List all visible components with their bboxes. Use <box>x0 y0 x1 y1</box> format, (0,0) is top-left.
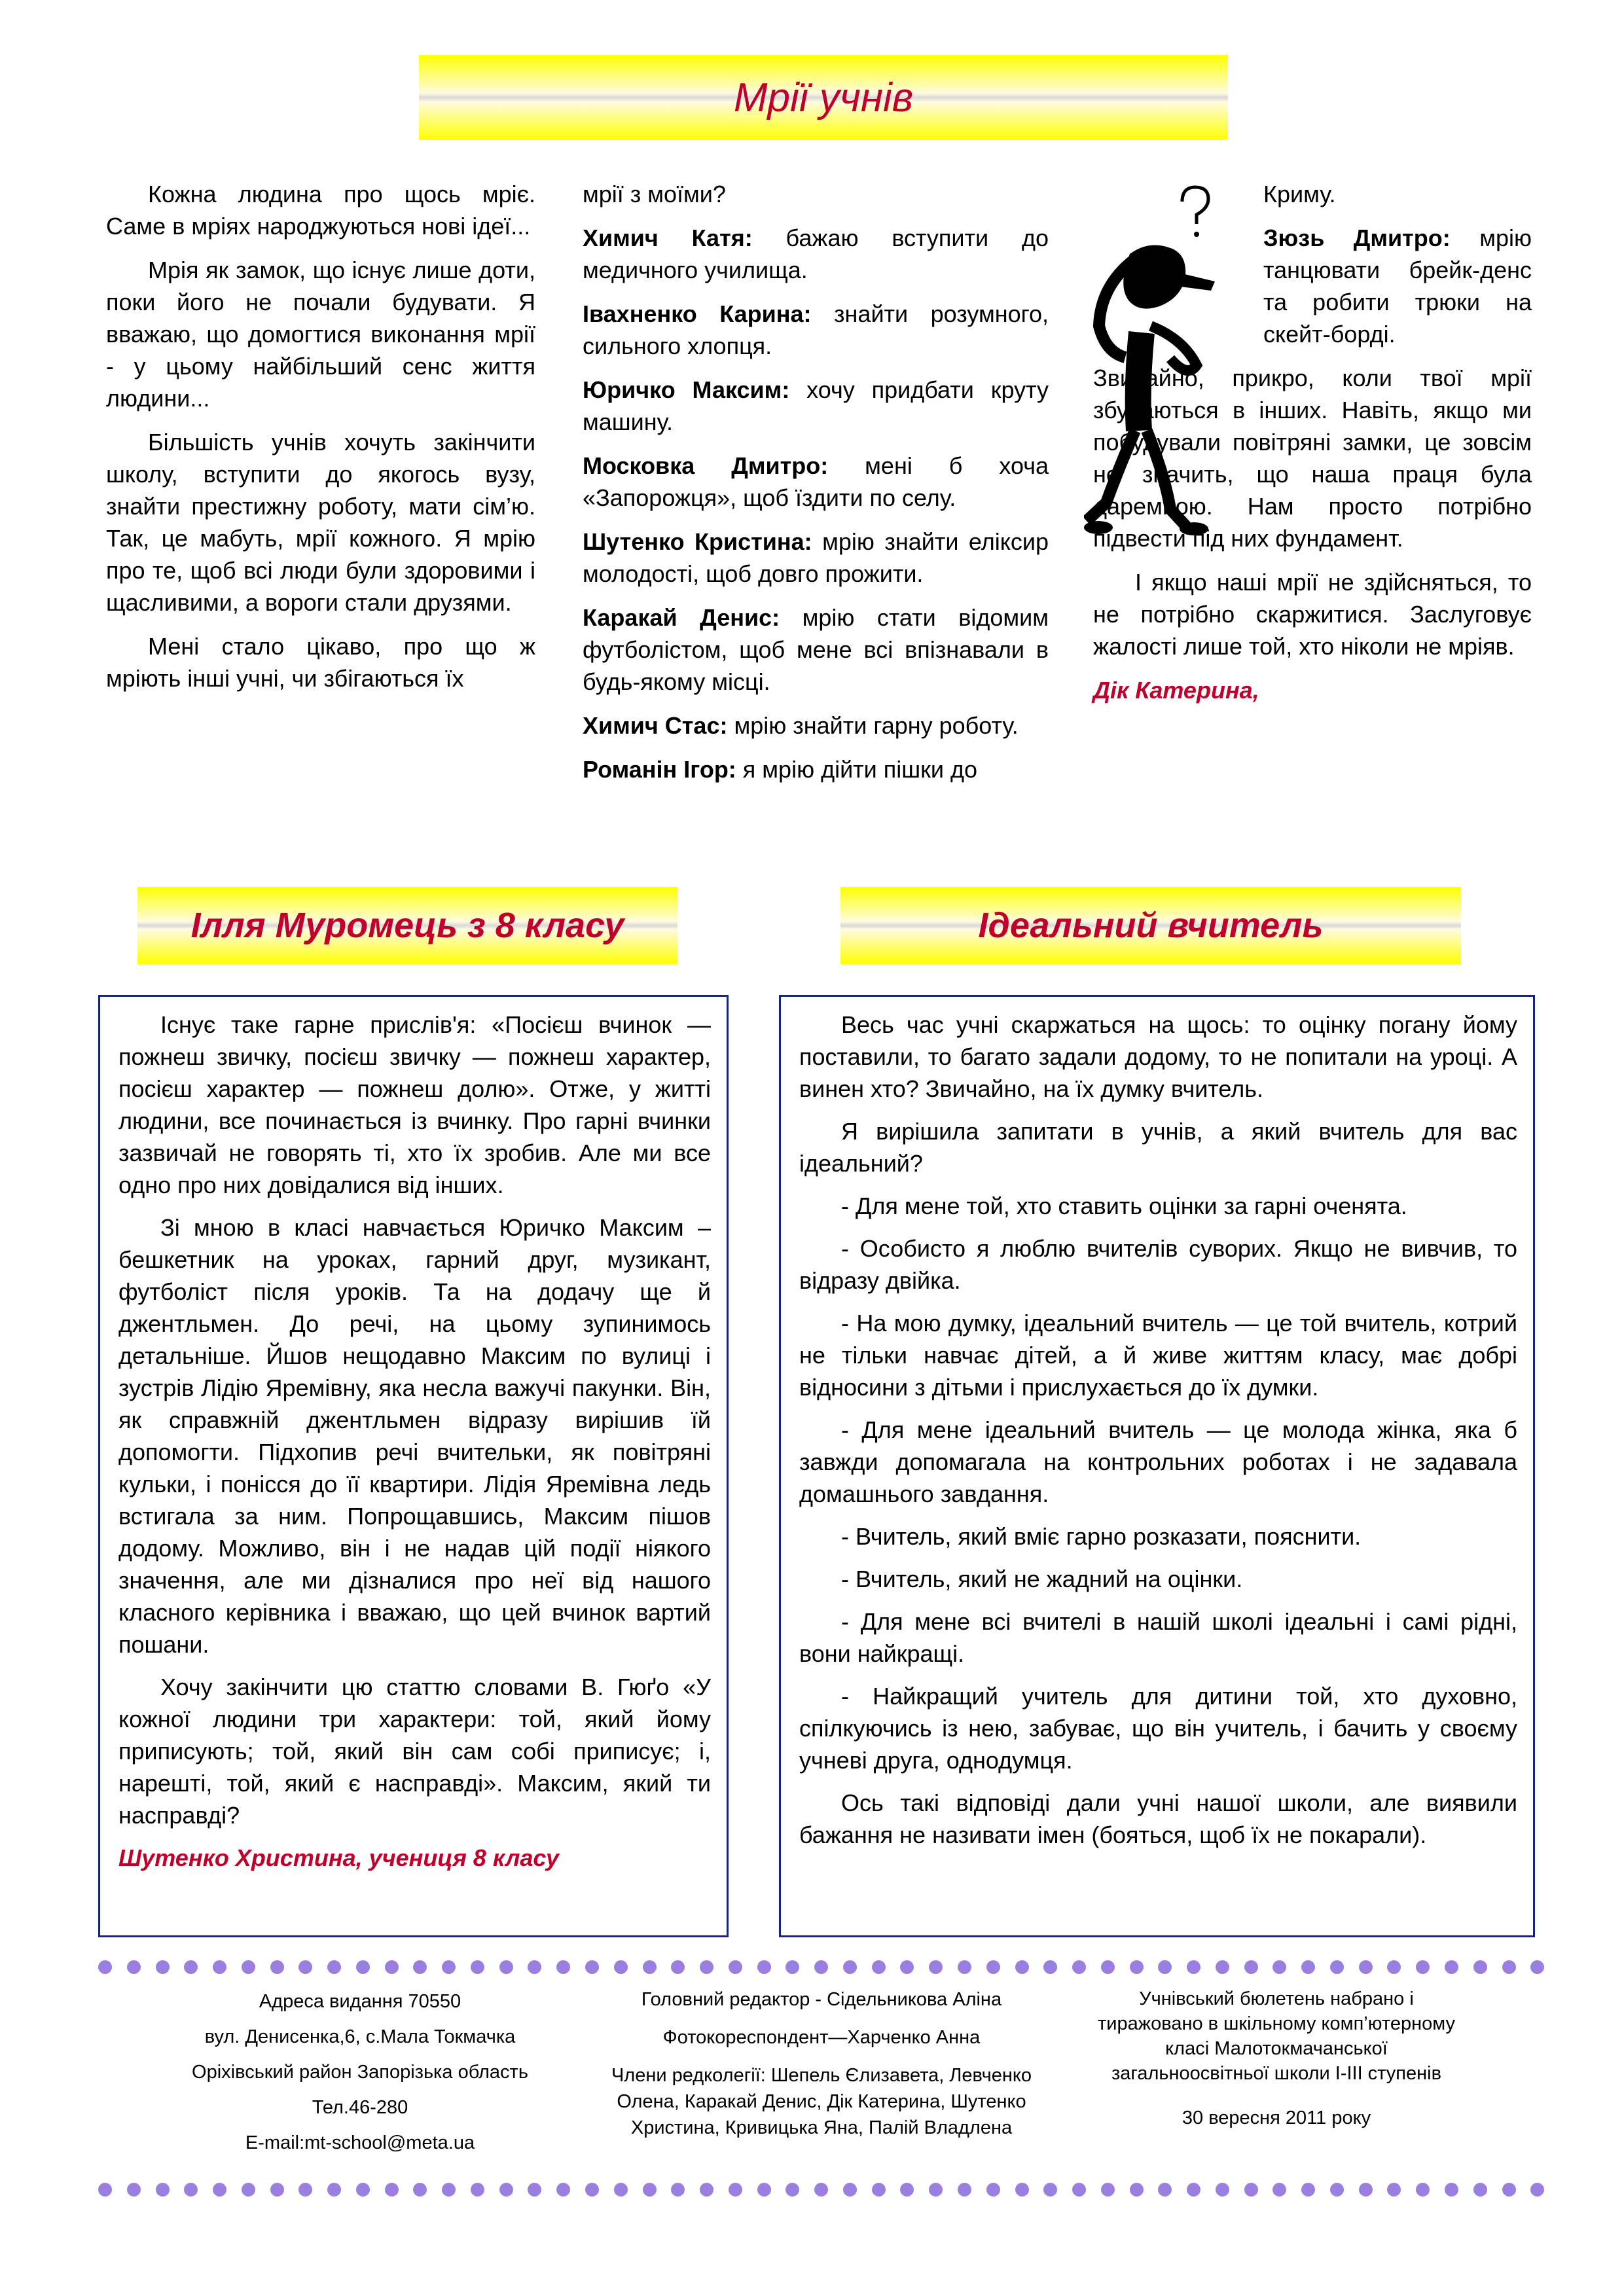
article-paragraph: Існує таке гарне прислів'я: «Посієш вчинок — пожнеш звичку, посієш звичку — пожнеш характер, посієш характер — пожнеш долю». Отже, у житті людини, все починається із вчинку. Про гарні вчинки зазвичай не говорять ті, хто їх зробив. Але ми все одно про них довідалися від інших. <box>118 1011 711 1198</box>
answer-text: мрію танцювати брейк-денс та робити трюки на скейт-борді. <box>1263 224 1532 348</box>
article-paragraph: Зі мною в класі навчається Юричко Максим – бешкетник на уроках, гарний друг, музикант, футболіст після уроків. Та на додачу ще й джентльмен. До речі, на цьому зупинимось детальніше. Йшов нещодавно Максим по вулиці і зустрів Лідію Яремівну, яка несла важучі пакунки. Він, як справжній джентльмен відразу вирішив їй допомогти. Підхопив речі вчительки, як повітряні кульки, і понісся до її квартири. Лідія Яремівна ледь встигала за ним. Попрощавшись, Максим пішов додому. Можливо, він і не надав цій події ніякого значення, але ми дізналися про неї від нашого класного керівника і вважаю, що цей вчинок вартий пошани. <box>118 1214 711 1658</box>
article-paragraph: Я вирішила запитати в учнів, а який вчитель для вас ідеальний? <box>799 1118 1517 1177</box>
section-title: Ілля Муромець з 8 класу <box>190 906 624 945</box>
signature: Дік Катерина, <box>1093 677 1259 704</box>
answer-item <box>583 374 1049 438</box>
student-name: Химич Катя: <box>583 224 753 251</box>
footer-line: Члени редколегії: Шепель Єлизавета, Левченко Олена, Каракай Денис, Дік Катерина, Шутенко Христина, Кривицька Яна, Палій Владлена <box>611 2065 1032 2138</box>
footer-line: вул. Денисенка,6, с.Мала Токмачка <box>204 2026 516 2047</box>
answer-text: я мрію дійти пішки до <box>736 756 978 783</box>
dreams-column-2 <box>583 178 1049 797</box>
section-title: Ідеальний вчитель <box>978 906 1324 945</box>
student-name: Московка Дмитро: <box>583 452 829 479</box>
answer-item <box>583 709 1049 742</box>
student-name: Івахненко Карина: <box>583 300 812 327</box>
article-paragraph: - Найкращий учитель для дитини той, хто духовно, спілкуючись із нею, забуває, що він учитель, і бачить у своєму учневі друга, однодумця. <box>799 1683 1517 1774</box>
student-name: Зюзь Дмитро: <box>1263 224 1451 251</box>
article-paragraph: - Особисто я люблю вчителів суворих. Якщо не вивчив, то відразу двійка. <box>799 1235 1517 1294</box>
footer-line: Тел.46-280 <box>312 2097 408 2118</box>
teacher-title-banner <box>840 887 1461 964</box>
dreams-paragraph: Мрія як замок, що існує лише доти, поки його не почали будувати. Я вважаю, що домогтися виконання мрії - у цьому найбільший сенс життя людини... <box>106 257 535 412</box>
answer-text: знайти розумного, сильного хлопця. <box>583 300 1049 359</box>
article-paragraph: - Для мене ідеальний вчитель — це молода жінка, яка б завжди допомагала на контрольних роботах і не задавала домашнього завдання. <box>799 1416 1517 1507</box>
article-paragraph: Ось такі відповіді дали учні нашої школи, але виявили бажання не називати імен (бояться, щоб їх не покарали). <box>799 1789 1517 1848</box>
footer-line: Учнівський бюлетень набрано і тиражовано в шкільному комп’ютерному класі Малотокмачанської загальноосвітньої школи І-ІІІ ступенів <box>1098 1988 1455 2084</box>
answer-item <box>1263 222 1532 350</box>
answer-text: мрію знайти гарну роботу. <box>727 712 1019 739</box>
dreams-column-1 <box>106 178 535 706</box>
student-name: Юричко Максим: <box>583 376 790 403</box>
decorative-dots-bottom <box>98 2183 1545 2198</box>
article-paragraph: - На мою думку, ідеальний вчитель — це той вчитель, котрий не тільки навчає дітей, а й живе життям класу, має добрі відносини з дітьми і прислухається до їх думки. <box>799 1310 1517 1401</box>
footer-editors <box>592 1986 1051 2141</box>
dreams-paragraph: Більшість учнів хочуть закінчити школу, вступити до якогось вузу, знайти престижну роботу, мати сім’ю. Так, це мабуть, мрії кожного. Я мрію про те, щоб всі люди були здоровими і щасливими, а вороги стали друзями. <box>106 429 535 616</box>
answer-item <box>583 526 1049 590</box>
article-paragraph: - Для мене той, хто ставить оцінки за гарні оченята. <box>841 1193 1407 1219</box>
dreams-paragraph: І якщо наші мрії не здійсняться, то не потрібно скаржитися. Заслуговує жалості лише той, хто ніколи не мріяв. <box>1093 569 1532 660</box>
answer-text: мрію знайти еліксир молодості, щоб довго прожити. <box>583 528 1049 587</box>
footer-line: Головний редактор - Сідельникова Аліна <box>641 1989 1002 2010</box>
article-paragraph: Хочу закінчити цю статтю словами В. Гюґо «У кожної людини три характери: той, який йому приписують; той, який він сам собі приписує; і, нарешті, той, який є насправді». Максим, який ти насправді? <box>118 1674 711 1829</box>
footer-print-info <box>1047 1986 1506 2130</box>
answer-item <box>583 450 1049 514</box>
page-title-banner <box>419 55 1228 140</box>
answer-text: мені б хоча «Запорожця», щоб їздити по селу. <box>583 452 1049 511</box>
article-paragraph: - Вчитель, який вміє гарно розказати, пояснити. <box>841 1523 1362 1550</box>
answer-item <box>583 222 1049 286</box>
footer-line: 30 вересня 2011 року <box>1182 2108 1371 2128</box>
answer-text: хочу придбати круту машину. <box>583 376 1049 435</box>
page-title: Мрії учнів <box>733 75 914 120</box>
email-link[interactable]: E-mail:mt-school@meta.ua <box>245 2132 475 2153</box>
answer-item <box>583 298 1049 362</box>
dreams-paragraph <box>1093 362 1532 554</box>
dreams-paragraph: Мені стало цікаво, про що ж мріють інші учні, чи збігаються їх <box>106 633 535 692</box>
footer-line: Адреса видання 70550 <box>259 1991 461 2012</box>
article-paragraph: - Для мене всі вчителі в нашій школі ідеальні і самі рідні, вони найкращі. <box>799 1608 1517 1667</box>
answer-text: бажаю вступити до медичного училища. <box>583 224 1049 283</box>
student-name: Шутенко Кристина: <box>583 528 812 555</box>
ilya-title-banner <box>137 887 677 964</box>
student-name: Химич Стас: <box>583 712 728 739</box>
answer-item <box>583 753 1049 785</box>
dreams-paragraph: Кожна людина про щось мріє. Саме в мріях народжуються нові ідеї... <box>106 181 535 240</box>
dreams-paragraph: мрії з моїми? <box>583 181 726 207</box>
student-name: Каракай Денис: <box>583 604 780 631</box>
footer-address <box>131 1986 589 2158</box>
ilya-article-box <box>98 995 729 1937</box>
dreams-text: Звичайно, прикро, коли твої мрії збуваються в інших. Навіть, якщо ми побудували повітряні замки, це зовсім не значить, що наша праця була даремною. Нам просто потрібно підвести під них фундамент. <box>1093 365 1532 552</box>
article-paragraph: - Вчитель, який не жадний на оцінки. <box>841 1566 1243 1592</box>
signature: Шутенко Христина, учениця 8 класу <box>118 1844 559 1871</box>
answer-text: мрію стати відомим футболістом, щоб мене всі впізнавали в будь-якому місці. <box>583 604 1049 695</box>
dreams-column-3 <box>1093 178 1532 718</box>
student-name: Романін Ігор: <box>583 756 736 783</box>
teacher-article-box <box>779 995 1535 1937</box>
footer-line: Фотокореспондент—Харченко Анна <box>662 2027 981 2048</box>
answer-item <box>583 601 1049 698</box>
article-paragraph: Весь час учні скаржаться на щось: то оцінку погану йому поставили, то багато задали додому, то не попитали на уроці. А винен хто? Звичайно, на їх думку вчитель. <box>799 1011 1517 1102</box>
decorative-dots-top <box>98 1960 1545 1976</box>
footer-line: Оріхівський район Запорізька область <box>192 2062 528 2083</box>
dreams-paragraph: Криму. <box>1263 181 1336 207</box>
